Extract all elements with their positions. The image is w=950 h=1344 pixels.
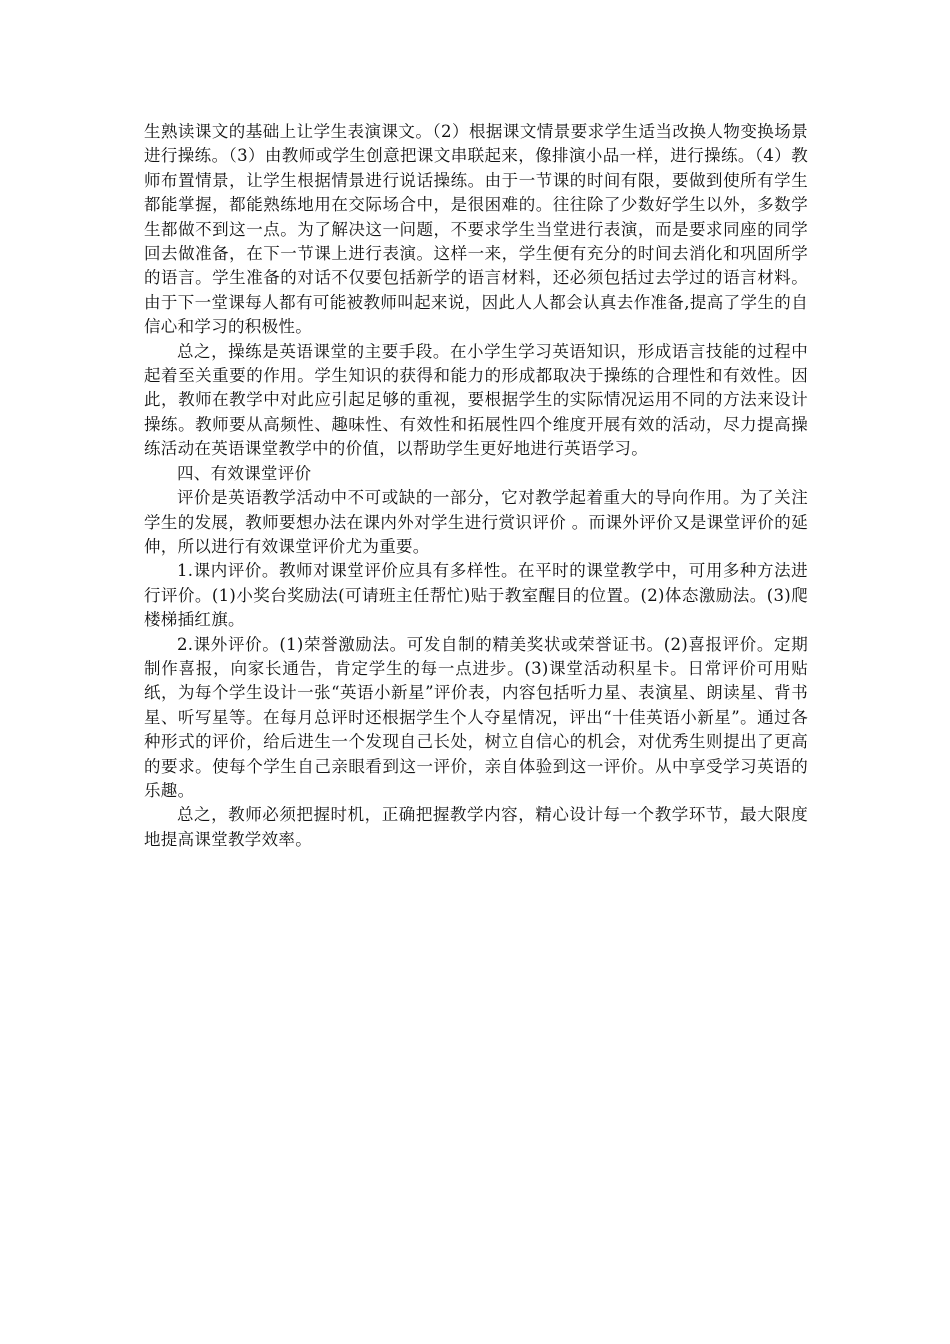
- paragraph-5: 2.课外评价。(1)荣誉激励法。可发自制的精美奖状或荣誉证书。(2)喜报评价。定期制作喜报，向家长通告，肯定学生的每一点进步。(3)课堂活动积星卡。日常评价可用贴纸，为每个学生设计一张“英语小新星”评价表，内容包括听力星、表演星、朗读星、背书星、听写星等。在每月总评时还根据学生个人夺星情况，评出“十佳英语小新星”。通过各种形式的评价，给后进生一个发现自己长处，树立自信心的机会，对优秀生则提出了更高的要求。使每个学生自己亲眼看到这一评价，亲自体验到这一评价。从中享受学习英语的乐趣。: [144, 634, 808, 800]
- paragraph-3: 评价是英语教学活动中不可或缺的一部分，它对教学起着重大的导向作用。为了关注学生的发展，教师要想办法在课内外对学生进行赏识评价 。而课外评价又是课堂评价的延伸，所以进行有效课堂评价尤为重要。: [144, 488, 808, 556]
- section-heading: 四、有效课堂评价: [177, 463, 312, 483]
- paragraph-2: 总之，操练是英语课堂的主要手段。在小学生学习英语知识，形成语言技能的过程中起着至关重要的作用。学生知识的获得和能力的形成都取决于操练的合理性和有效性。因此，教师在教学中对此应引起足够的重视，要根据学生的实际情况运用不同的方法来设计操练。教师要从高频性、趣味性、有效性和拓展性四个维度开展有效的活动，尽力提高操练活动在英语课堂教学中的价值，以帮助学生更好地进行英语学习。: [144, 341, 808, 459]
- paragraph-1: 生熟读课文的基础上让学生表演课文。（2）根据课文情景要求学生适当改换人物变换场景进行操练。（3）由教师或学生创意把课文串联起来，像排演小品一样，进行操练。（4）教师布置情景，让学生根据情景进行说话操练。由于一节课的时间有限，要做到使所有学生都能掌握，都能熟练地用在交际场合中，是很困难的。往往除了少数好学生以外，多数学生都做不到这一点。为了解决这一问题，不要求学生当堂进行表演，而是要求同座的同学回去做准备，在下一节课上进行表演。这样一来，学生便有充分的时间去消化和巩固所学的语言。学生准备的对话不仅要包括新学的语言材料，还必须包括过去学过的语言材料。由于下一堂课每人都有可能被教师叫起来说，因此人人都会认真去作准备,提高了学生的自信心和学习的积极性。: [144, 122, 808, 337]
- paragraph-4: 1.课内评价。教师对课堂评价应具有多样性。在平时的课堂教学中，可用多种方法进行评价。(1)小奖台奖励法(可请班主任帮忙)贴于教室醒目的位置。(2)体态激励法。(3)爬楼梯插红旗。: [144, 561, 808, 630]
- paragraph-6: 总之，教师必须把握时机，正确把握教学内容，精心设计每一个教学环节，最大限度地提高课堂教学效率。: [144, 805, 808, 849]
- document-body: [144, 120, 808, 852]
